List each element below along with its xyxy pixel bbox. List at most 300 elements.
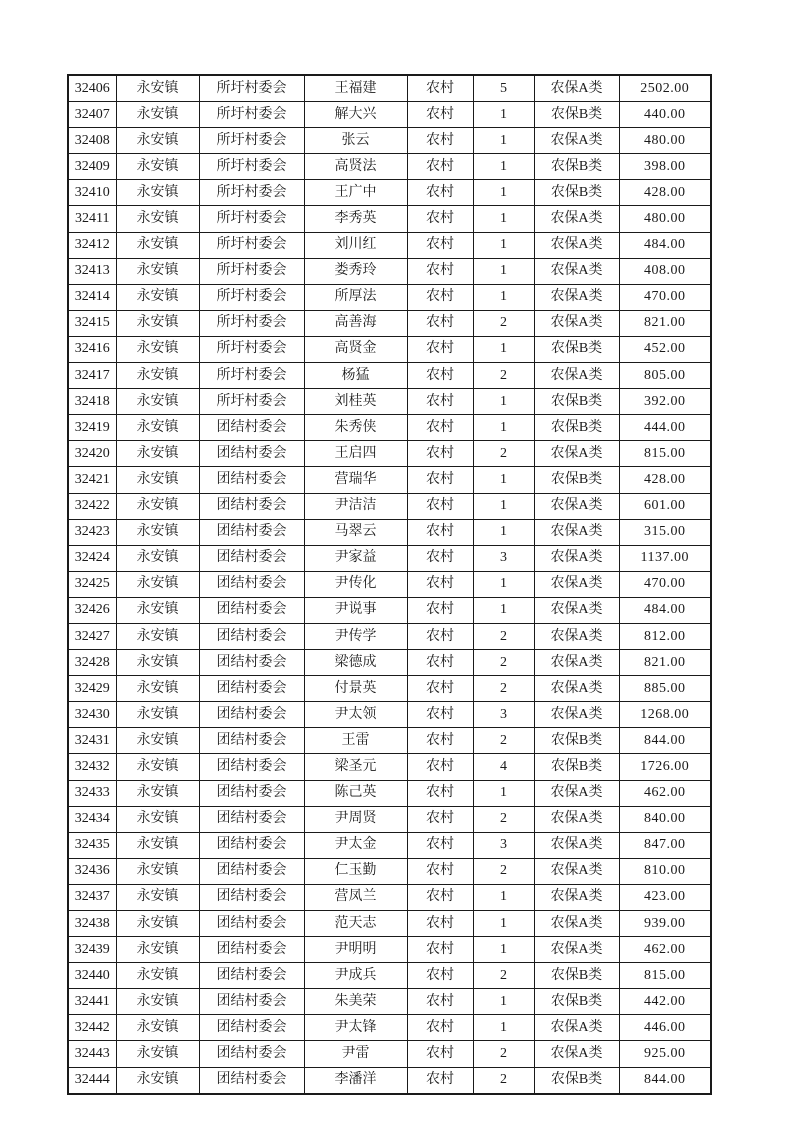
cell-person-count: 2 xyxy=(473,1067,534,1094)
cell-person-count: 3 xyxy=(473,545,534,571)
cell-town: 永安镇 xyxy=(116,963,199,989)
cell-person-count: 5 xyxy=(473,75,534,102)
cell-serial-number: 32427 xyxy=(68,623,116,649)
cell-insurance-category: 农保A类 xyxy=(534,363,619,389)
cell-household-type: 农村 xyxy=(407,493,473,519)
cell-village-committee: 团结村委会 xyxy=(199,858,304,884)
cell-household-type: 农村 xyxy=(407,676,473,702)
cell-town: 永安镇 xyxy=(116,1041,199,1067)
cell-person-name: 尹太锋 xyxy=(304,1015,407,1041)
cell-amount: 601.00 xyxy=(619,493,711,519)
cell-village-committee: 团结村委会 xyxy=(199,1067,304,1094)
cell-person-count: 2 xyxy=(473,858,534,884)
cell-household-type: 农村 xyxy=(407,728,473,754)
cell-town: 永安镇 xyxy=(116,128,199,154)
cell-amount: 444.00 xyxy=(619,415,711,441)
cell-person-name: 解大兴 xyxy=(304,102,407,128)
cell-amount: 939.00 xyxy=(619,911,711,937)
cell-serial-number: 32406 xyxy=(68,75,116,102)
cell-person-count: 1 xyxy=(473,284,534,310)
cell-serial-number: 32428 xyxy=(68,650,116,676)
cell-person-count: 1 xyxy=(473,206,534,232)
cell-village-committee: 团结村委会 xyxy=(199,989,304,1015)
cell-village-committee: 所圩村委会 xyxy=(199,128,304,154)
cell-person-count: 1 xyxy=(473,415,534,441)
table-row xyxy=(68,154,711,180)
table-row xyxy=(68,911,711,937)
cell-village-committee: 团结村委会 xyxy=(199,597,304,623)
cell-person-count: 1 xyxy=(473,493,534,519)
cell-person-count: 1 xyxy=(473,467,534,493)
table-row xyxy=(68,623,711,649)
table-row xyxy=(68,1041,711,1067)
table-row xyxy=(68,128,711,154)
cell-household-type: 农村 xyxy=(407,702,473,728)
cell-insurance-category: 农保A类 xyxy=(534,232,619,258)
table-row xyxy=(68,858,711,884)
table-row xyxy=(68,363,711,389)
cell-household-type: 农村 xyxy=(407,128,473,154)
table-body xyxy=(68,75,711,1094)
cell-town: 永安镇 xyxy=(116,911,199,937)
cell-person-count: 2 xyxy=(473,676,534,702)
cell-person-name: 高善海 xyxy=(304,310,407,336)
cell-town: 永安镇 xyxy=(116,702,199,728)
cell-insurance-category: 农保A类 xyxy=(534,441,619,467)
cell-serial-number: 32439 xyxy=(68,937,116,963)
cell-village-committee: 团结村委会 xyxy=(199,884,304,910)
cell-insurance-category: 农保A类 xyxy=(534,519,619,545)
cell-household-type: 农村 xyxy=(407,363,473,389)
cell-person-name: 王雷 xyxy=(304,728,407,754)
cell-town: 永安镇 xyxy=(116,884,199,910)
cell-household-type: 农村 xyxy=(407,989,473,1015)
cell-serial-number: 32413 xyxy=(68,258,116,284)
cell-insurance-category: 农保A类 xyxy=(534,1041,619,1067)
cell-serial-number: 32423 xyxy=(68,519,116,545)
cell-person-name: 高贤法 xyxy=(304,154,407,180)
cell-town: 永安镇 xyxy=(116,806,199,832)
cell-serial-number: 32419 xyxy=(68,415,116,441)
cell-amount: 440.00 xyxy=(619,102,711,128)
table-row xyxy=(68,519,711,545)
cell-serial-number: 32418 xyxy=(68,389,116,415)
table-row xyxy=(68,284,711,310)
cell-town: 永安镇 xyxy=(116,937,199,963)
cell-person-name: 范天志 xyxy=(304,911,407,937)
cell-amount: 844.00 xyxy=(619,728,711,754)
cell-village-committee: 团结村委会 xyxy=(199,493,304,519)
cell-person-name: 王广中 xyxy=(304,180,407,206)
cell-town: 永安镇 xyxy=(116,676,199,702)
cell-village-committee: 所圩村委会 xyxy=(199,180,304,206)
cell-person-count: 1 xyxy=(473,937,534,963)
cell-household-type: 农村 xyxy=(407,911,473,937)
cell-serial-number: 32431 xyxy=(68,728,116,754)
cell-village-committee: 团结村委会 xyxy=(199,676,304,702)
cell-insurance-category: 农保B类 xyxy=(534,728,619,754)
cell-town: 永安镇 xyxy=(116,1067,199,1094)
cell-insurance-category: 农保A类 xyxy=(534,806,619,832)
cell-serial-number: 32435 xyxy=(68,832,116,858)
cell-amount: 1137.00 xyxy=(619,545,711,571)
cell-household-type: 农村 xyxy=(407,937,473,963)
cell-village-committee: 团结村委会 xyxy=(199,911,304,937)
cell-serial-number: 32415 xyxy=(68,310,116,336)
cell-town: 永安镇 xyxy=(116,258,199,284)
cell-person-count: 2 xyxy=(473,363,534,389)
cell-village-committee: 团结村委会 xyxy=(199,832,304,858)
cell-person-count: 2 xyxy=(473,650,534,676)
table-row xyxy=(68,206,711,232)
cell-amount: 847.00 xyxy=(619,832,711,858)
table-row xyxy=(68,989,711,1015)
cell-serial-number: 32412 xyxy=(68,232,116,258)
cell-person-name: 刘川红 xyxy=(304,232,407,258)
cell-amount: 408.00 xyxy=(619,258,711,284)
cell-village-committee: 所圩村委会 xyxy=(199,102,304,128)
cell-serial-number: 32443 xyxy=(68,1041,116,1067)
cell-amount: 815.00 xyxy=(619,963,711,989)
cell-person-name: 梁圣元 xyxy=(304,754,407,780)
cell-person-name: 仁玉勤 xyxy=(304,858,407,884)
cell-amount: 398.00 xyxy=(619,154,711,180)
cell-person-name: 尹成兵 xyxy=(304,963,407,989)
cell-town: 永安镇 xyxy=(116,467,199,493)
cell-serial-number: 32409 xyxy=(68,154,116,180)
cell-person-count: 2 xyxy=(473,806,534,832)
cell-person-name: 李潘洋 xyxy=(304,1067,407,1094)
cell-village-committee: 所圩村委会 xyxy=(199,258,304,284)
cell-household-type: 农村 xyxy=(407,75,473,102)
cell-serial-number: 32425 xyxy=(68,571,116,597)
table-row xyxy=(68,806,711,832)
table-row xyxy=(68,467,711,493)
cell-household-type: 农村 xyxy=(407,336,473,362)
cell-serial-number: 32408 xyxy=(68,128,116,154)
cell-person-name: 尹洁洁 xyxy=(304,493,407,519)
cell-amount: 1268.00 xyxy=(619,702,711,728)
cell-household-type: 农村 xyxy=(407,206,473,232)
cell-village-committee: 所圩村委会 xyxy=(199,389,304,415)
cell-household-type: 农村 xyxy=(407,623,473,649)
cell-village-committee: 团结村委会 xyxy=(199,754,304,780)
cell-household-type: 农村 xyxy=(407,858,473,884)
cell-amount: 815.00 xyxy=(619,441,711,467)
cell-person-count: 1 xyxy=(473,911,534,937)
cell-town: 永安镇 xyxy=(116,623,199,649)
cell-village-committee: 所圩村委会 xyxy=(199,232,304,258)
cell-insurance-category: 农保B类 xyxy=(534,180,619,206)
cell-town: 永安镇 xyxy=(116,858,199,884)
cell-household-type: 农村 xyxy=(407,1041,473,1067)
cell-amount: 821.00 xyxy=(619,310,711,336)
cell-serial-number: 32430 xyxy=(68,702,116,728)
cell-insurance-category: 农保A类 xyxy=(534,858,619,884)
cell-insurance-category: 农保B类 xyxy=(534,467,619,493)
cell-town: 永安镇 xyxy=(116,75,199,102)
cell-insurance-category: 农保A类 xyxy=(534,702,619,728)
cell-person-name: 朱秀侠 xyxy=(304,415,407,441)
cell-person-count: 1 xyxy=(473,232,534,258)
table-row xyxy=(68,75,711,102)
cell-person-name: 尹太金 xyxy=(304,832,407,858)
cell-amount: 2502.00 xyxy=(619,75,711,102)
cell-town: 永安镇 xyxy=(116,154,199,180)
cell-insurance-category: 农保A类 xyxy=(534,284,619,310)
table-row xyxy=(68,441,711,467)
cell-amount: 452.00 xyxy=(619,336,711,362)
cell-household-type: 农村 xyxy=(407,154,473,180)
cell-amount: 442.00 xyxy=(619,989,711,1015)
cell-serial-number: 32437 xyxy=(68,884,116,910)
cell-household-type: 农村 xyxy=(407,519,473,545)
cell-person-name: 马翠云 xyxy=(304,519,407,545)
cell-town: 永安镇 xyxy=(116,284,199,310)
table-row xyxy=(68,389,711,415)
cell-insurance-category: 农保B类 xyxy=(534,154,619,180)
cell-town: 永安镇 xyxy=(116,102,199,128)
cell-person-count: 1 xyxy=(473,884,534,910)
cell-insurance-category: 农保A类 xyxy=(534,206,619,232)
cell-insurance-category: 农保B类 xyxy=(534,989,619,1015)
cell-village-committee: 所圩村委会 xyxy=(199,363,304,389)
cell-insurance-category: 农保A类 xyxy=(534,676,619,702)
cell-amount: 810.00 xyxy=(619,858,711,884)
cell-village-committee: 所圩村委会 xyxy=(199,154,304,180)
cell-village-committee: 团结村委会 xyxy=(199,937,304,963)
cell-amount: 821.00 xyxy=(619,650,711,676)
cell-amount: 1726.00 xyxy=(619,754,711,780)
cell-person-count: 3 xyxy=(473,832,534,858)
cell-serial-number: 32421 xyxy=(68,467,116,493)
cell-town: 永安镇 xyxy=(116,545,199,571)
cell-amount: 470.00 xyxy=(619,571,711,597)
cell-insurance-category: 农保A类 xyxy=(534,650,619,676)
cell-household-type: 农村 xyxy=(407,1015,473,1041)
cell-household-type: 农村 xyxy=(407,389,473,415)
cell-town: 永安镇 xyxy=(116,363,199,389)
cell-serial-number: 32432 xyxy=(68,754,116,780)
cell-serial-number: 32407 xyxy=(68,102,116,128)
table-row xyxy=(68,1015,711,1041)
table-row xyxy=(68,728,711,754)
table-row xyxy=(68,336,711,362)
table-row xyxy=(68,937,711,963)
cell-amount: 484.00 xyxy=(619,232,711,258)
cell-serial-number: 32442 xyxy=(68,1015,116,1041)
cell-amount: 885.00 xyxy=(619,676,711,702)
cell-insurance-category: 农保A类 xyxy=(534,310,619,336)
table-row xyxy=(68,493,711,519)
cell-insurance-category: 农保A类 xyxy=(534,1015,619,1041)
cell-town: 永安镇 xyxy=(116,832,199,858)
cell-person-name: 付景英 xyxy=(304,676,407,702)
cell-insurance-category: 农保B类 xyxy=(534,754,619,780)
cell-village-committee: 团结村委会 xyxy=(199,441,304,467)
cell-town: 永安镇 xyxy=(116,519,199,545)
cell-person-name: 王福建 xyxy=(304,75,407,102)
cell-household-type: 农村 xyxy=(407,284,473,310)
cell-person-name: 陈己英 xyxy=(304,780,407,806)
cell-person-name: 刘桂英 xyxy=(304,389,407,415)
cell-person-count: 1 xyxy=(473,180,534,206)
cell-insurance-category: 农保A类 xyxy=(534,911,619,937)
cell-insurance-category: 农保A类 xyxy=(534,780,619,806)
cell-household-type: 农村 xyxy=(407,258,473,284)
table-row xyxy=(68,571,711,597)
cell-serial-number: 32426 xyxy=(68,597,116,623)
cell-village-committee: 所圩村委会 xyxy=(199,75,304,102)
cell-person-count: 1 xyxy=(473,154,534,180)
cell-household-type: 农村 xyxy=(407,441,473,467)
cell-village-committee: 团结村委会 xyxy=(199,545,304,571)
cell-village-committee: 团结村委会 xyxy=(199,806,304,832)
cell-person-count: 1 xyxy=(473,519,534,545)
cell-person-count: 1 xyxy=(473,336,534,362)
cell-town: 永安镇 xyxy=(116,206,199,232)
cell-household-type: 农村 xyxy=(407,806,473,832)
cell-town: 永安镇 xyxy=(116,180,199,206)
cell-person-name: 尹雷 xyxy=(304,1041,407,1067)
cell-person-name: 张云 xyxy=(304,128,407,154)
cell-person-name: 尹传化 xyxy=(304,571,407,597)
cell-town: 永安镇 xyxy=(116,597,199,623)
cell-amount: 446.00 xyxy=(619,1015,711,1041)
cell-serial-number: 32440 xyxy=(68,963,116,989)
cell-insurance-category: 农保A类 xyxy=(534,597,619,623)
cell-household-type: 农村 xyxy=(407,963,473,989)
table-row xyxy=(68,415,711,441)
cell-village-committee: 所圩村委会 xyxy=(199,284,304,310)
cell-amount: 484.00 xyxy=(619,597,711,623)
cell-village-committee: 团结村委会 xyxy=(199,1041,304,1067)
table-row xyxy=(68,102,711,128)
cell-town: 永安镇 xyxy=(116,493,199,519)
cell-town: 永安镇 xyxy=(116,780,199,806)
cell-insurance-category: 农保A类 xyxy=(534,75,619,102)
cell-person-name: 营瑞华 xyxy=(304,467,407,493)
cell-town: 永安镇 xyxy=(116,989,199,1015)
cell-household-type: 农村 xyxy=(407,310,473,336)
cell-insurance-category: 农保B类 xyxy=(534,336,619,362)
cell-serial-number: 32444 xyxy=(68,1067,116,1094)
cell-village-committee: 团结村委会 xyxy=(199,623,304,649)
cell-person-name: 所厚法 xyxy=(304,284,407,310)
cell-village-committee: 团结村委会 xyxy=(199,963,304,989)
cell-amount: 423.00 xyxy=(619,884,711,910)
cell-serial-number: 32436 xyxy=(68,858,116,884)
cell-serial-number: 32420 xyxy=(68,441,116,467)
cell-village-committee: 团结村委会 xyxy=(199,780,304,806)
cell-town: 永安镇 xyxy=(116,232,199,258)
cell-amount: 428.00 xyxy=(619,180,711,206)
cell-serial-number: 32410 xyxy=(68,180,116,206)
cell-insurance-category: 农保A类 xyxy=(534,937,619,963)
cell-serial-number: 32434 xyxy=(68,806,116,832)
cell-town: 永安镇 xyxy=(116,754,199,780)
cell-village-committee: 团结村委会 xyxy=(199,571,304,597)
cell-amount: 925.00 xyxy=(619,1041,711,1067)
cell-insurance-category: 农保A类 xyxy=(534,258,619,284)
cell-serial-number: 32438 xyxy=(68,911,116,937)
cell-town: 永安镇 xyxy=(116,336,199,362)
cell-household-type: 农村 xyxy=(407,650,473,676)
cell-insurance-category: 农保B类 xyxy=(534,415,619,441)
cell-serial-number: 32433 xyxy=(68,780,116,806)
cell-insurance-category: 农保A类 xyxy=(534,623,619,649)
cell-person-count: 1 xyxy=(473,258,534,284)
cell-person-name: 尹明明 xyxy=(304,937,407,963)
cell-amount: 805.00 xyxy=(619,363,711,389)
cell-person-count: 1 xyxy=(473,102,534,128)
cell-household-type: 农村 xyxy=(407,597,473,623)
cell-person-count: 1 xyxy=(473,1015,534,1041)
cell-insurance-category: 农保A类 xyxy=(534,571,619,597)
cell-insurance-category: 农保A类 xyxy=(534,884,619,910)
cell-person-count: 3 xyxy=(473,702,534,728)
cell-person-count: 1 xyxy=(473,571,534,597)
cell-person-name: 尹太领 xyxy=(304,702,407,728)
cell-person-count: 2 xyxy=(473,623,534,649)
cell-amount: 470.00 xyxy=(619,284,711,310)
table-row xyxy=(68,963,711,989)
cell-serial-number: 32422 xyxy=(68,493,116,519)
cell-village-committee: 所圩村委会 xyxy=(199,206,304,232)
cell-serial-number: 32417 xyxy=(68,363,116,389)
table-row xyxy=(68,1067,711,1094)
cell-person-name: 朱美荣 xyxy=(304,989,407,1015)
cell-person-name: 营凤兰 xyxy=(304,884,407,910)
cell-household-type: 农村 xyxy=(407,102,473,128)
table-row xyxy=(68,545,711,571)
cell-amount: 812.00 xyxy=(619,623,711,649)
cell-town: 永安镇 xyxy=(116,310,199,336)
cell-person-count: 2 xyxy=(473,728,534,754)
cell-amount: 480.00 xyxy=(619,206,711,232)
cell-person-name: 高贤金 xyxy=(304,336,407,362)
cell-person-name: 尹说事 xyxy=(304,597,407,623)
cell-person-count: 1 xyxy=(473,780,534,806)
cell-person-name: 尹家益 xyxy=(304,545,407,571)
cell-insurance-category: 农保B类 xyxy=(534,102,619,128)
table-row xyxy=(68,676,711,702)
cell-amount: 462.00 xyxy=(619,937,711,963)
cell-person-count: 1 xyxy=(473,597,534,623)
table-row xyxy=(68,232,711,258)
cell-person-count: 2 xyxy=(473,310,534,336)
cell-person-count: 4 xyxy=(473,754,534,780)
cell-serial-number: 32424 xyxy=(68,545,116,571)
cell-person-name: 梁德成 xyxy=(304,650,407,676)
cell-person-name: 娄秀玲 xyxy=(304,258,407,284)
cell-household-type: 农村 xyxy=(407,754,473,780)
table-row xyxy=(68,597,711,623)
cell-household-type: 农村 xyxy=(407,232,473,258)
cell-village-committee: 团结村委会 xyxy=(199,728,304,754)
table-row xyxy=(68,258,711,284)
cell-household-type: 农村 xyxy=(407,832,473,858)
cell-serial-number: 32441 xyxy=(68,989,116,1015)
cell-village-committee: 所圩村委会 xyxy=(199,310,304,336)
cell-town: 永安镇 xyxy=(116,650,199,676)
cell-person-count: 1 xyxy=(473,389,534,415)
cell-insurance-category: 农保A类 xyxy=(534,493,619,519)
cell-town: 永安镇 xyxy=(116,415,199,441)
cell-village-committee: 团结村委会 xyxy=(199,1015,304,1041)
cell-serial-number: 32411 xyxy=(68,206,116,232)
cell-household-type: 农村 xyxy=(407,1067,473,1094)
